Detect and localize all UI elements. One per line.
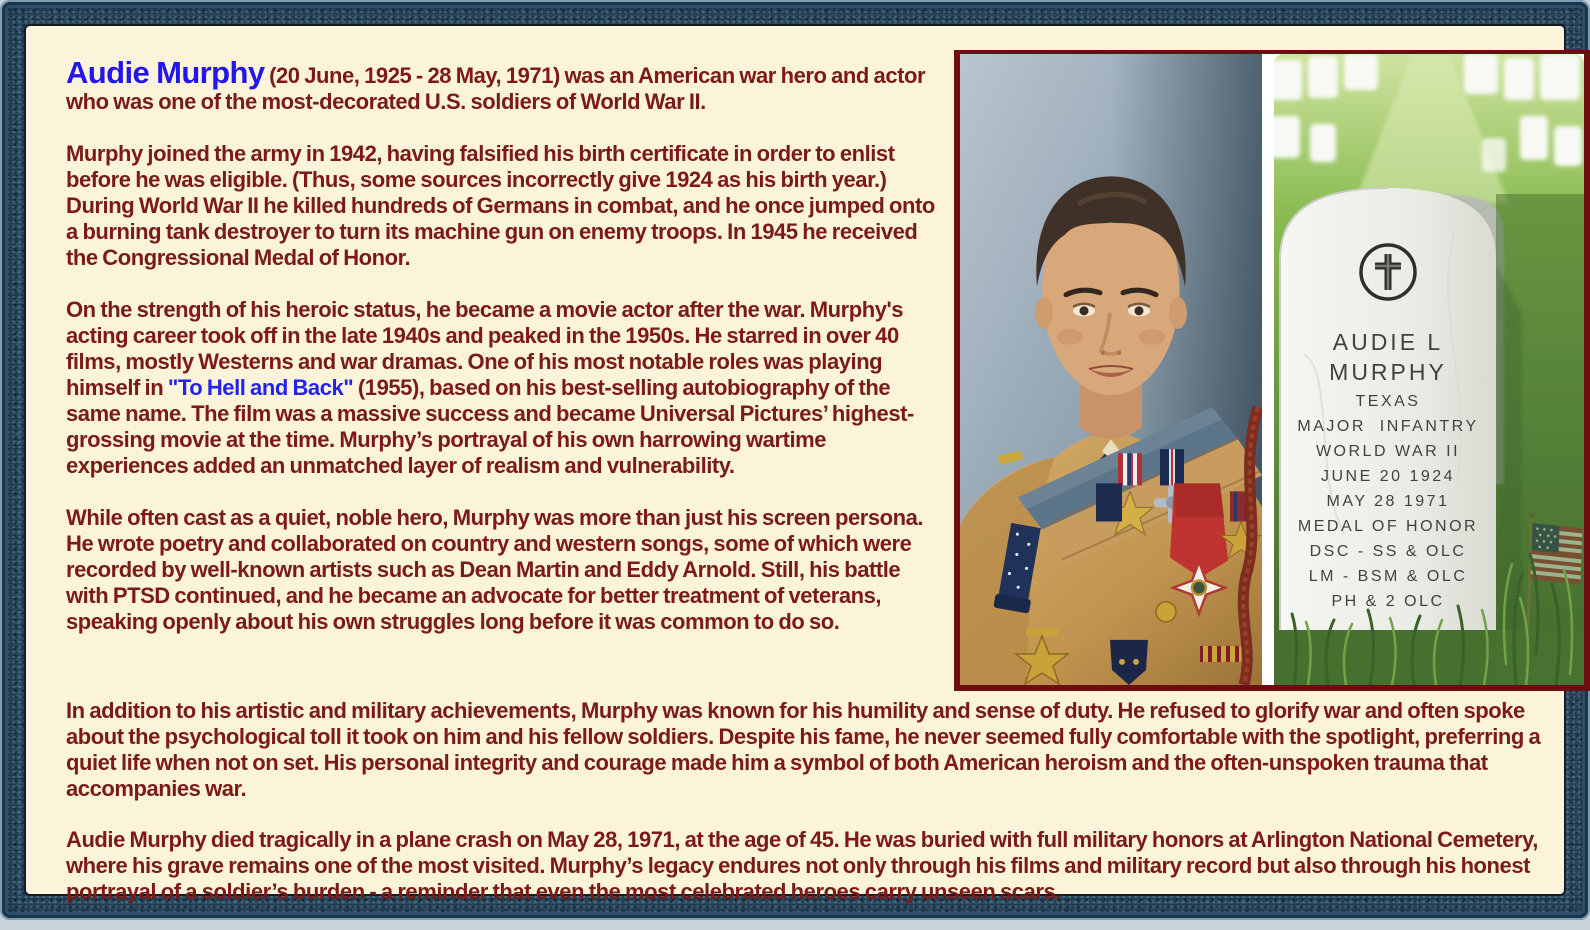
paragraph-humility: In addition to his artistic and military achievements, Murphy was known for his humility and sense of duty. He refused to glorify war and often spoke about the psychological toll it took on him and his fellow soldiers. Despite his fame, he never seemed fully comfortable with the spotlight, preferring a quiet life when not on set. His personal integrity and courage made him a symbol of both American heroism and the often-unspoken trauma that accompanies war. [66,698,1541,801]
ribbon-drape-icon [1096,483,1122,521]
intro-text: (20 June, 1925 - 28 May, 1971) was an American war hero and actor who was one of the most-decorated U.S. soldiers of World War II. [66,63,926,114]
gravestone-line: DSC - SS & OLC [1309,543,1467,560]
paragraph-army: Murphy joined the army in 1942, having falsified his birth certificate in order to enlist before he was eligible. (Thus, some sources incorrectly give 1924 as his birth year.) During World War II he killed hundreds of Germans in combat, and he once jumped onto a burning tank destroyer to turn its machine gun on enemy troops. In 1945 he received the Congressional Medal of Honor. [66,141,935,270]
round-medal-icon [1156,602,1176,622]
to-hell-and-back-link[interactable]: "To Hell and Back" [167,375,354,400]
gravestone-line: MAJOR INFANTRY [1297,418,1479,435]
gravestone-line: MEDAL OF HONOR [1297,518,1479,535]
paragraph-acting [66,297,938,479]
acting-text-after: (1955), based on his best-selling autobiography of the same name. The film was a massive success and became Universal Pictures’ highest-grossing movie at the time. Murphy’s portrayal of his own harrowing wartime experiences added an unmatched layer of realism and vulnerability. [66,375,914,478]
gravestone-illustration [1274,54,1584,685]
article-bottom-section [66,698,1584,930]
gravestone-photo [1274,54,1584,685]
gravestone-line: AUDIE L [1332,329,1444,355]
main-headstone [1280,188,1496,685]
gravestone-line: JUNE 20 1924 [1320,468,1456,485]
paragraph-persona: While often cast as a quiet, noble hero, Murphy was more than just his screen persona. He wrote poetry and collaborated on country and western songs, some of which were recorded by well-known artists such as Dean Martin and Eddy Arnold. Still, his battle with PTSD continued, and he became an advocate for better treatment of veterans, speaking openly about his own struggles long before it was common to do so. [66,505,924,634]
gravestone-line: MURPHY [1329,359,1447,385]
paragraph-death: Audie Murphy died tragically in a plane crash on May 28, 1971, at the age of 45. He was buried with full military honors at Arlington National Cemetery, where his grave remains one of the most visited. Murphy’s legacy endures not only through his films and military record but also through his honest portrayal of a soldier’s burden - a reminder that even the most celebrated heroes carry unseen scars. [66,827,1538,904]
gravestone-line: WORLD WAR II [1315,443,1461,460]
document-page [24,24,1566,904]
page-title: Audie Murphy [66,55,265,90]
gravestone-line: MAY 28 1971 [1326,493,1450,510]
portrait-illustration [960,54,1262,685]
article-left-column [66,55,938,661]
gravestone-line: TEXAS [1355,393,1421,410]
acting-text-before: On the strength of his heroic status, he became a movie actor after the war. Murphy's acting career took off in the late 1940s and peaked in the 1950s. He starred in over 40 films, mostly Westerns and war dramas. One of his most notable roles was playing himself in [66,297,904,400]
gravestone-line: LM - BSM & OLC [1308,568,1468,585]
paragraph-intro [66,55,938,115]
gravestone-line: PH & 2 OLC [1331,593,1445,610]
photo-panel [954,50,1590,691]
portrait-photo [960,54,1262,685]
